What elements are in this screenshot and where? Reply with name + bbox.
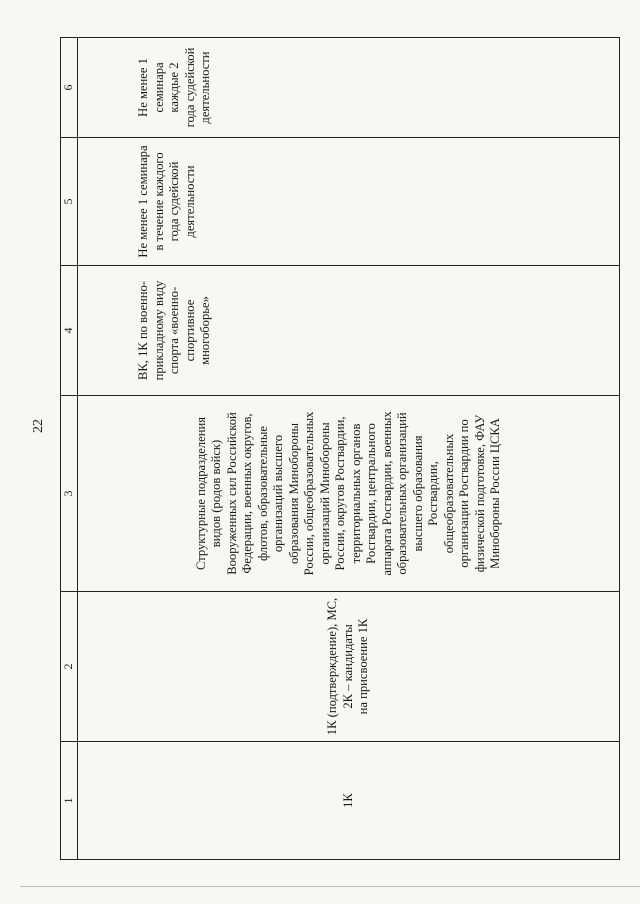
cell-sport-requirement-text: ВК, 1К по военно- прикладному виду спорта «военно- спортивное многоборье» (136, 280, 212, 381)
judges-seminar-table (60, 37, 620, 860)
cell-eligible-categories-text: 1К (подтверждение), МС, 2К – кандидаты на присвоение 1К (325, 597, 371, 736)
column-number-2: 2 (61, 592, 78, 742)
cell-eligible-categories (78, 592, 620, 742)
column-number-row (61, 38, 78, 860)
page-number: 22 (31, 419, 46, 433)
cell-category (78, 742, 620, 860)
column-number-4: 4 (61, 266, 78, 396)
cell-sport-requirement (78, 266, 620, 396)
rotated-table-container (60, 38, 620, 860)
table-row (78, 38, 620, 860)
cell-annual-seminars-text: Не менее 1 семинара в течение каждого года судейской деятельности (136, 145, 197, 258)
column-number-5: 5 (61, 138, 78, 266)
cell-biennial-seminars-text: Не менее 1 семинара каждые 2 года судейской деятельности (136, 47, 212, 128)
cell-biennial-seminars (78, 38, 620, 138)
scan-edge-line (20, 886, 640, 887)
column-number-1: 1 (61, 742, 78, 860)
cell-annual-seminars (78, 138, 620, 266)
column-number-3: 3 (61, 396, 78, 592)
cell-organizations-text: Структурные подразделения видов (родов войск) Вооруженных сил Российской Федерации, военных округов, флотов, образовательные организаций высшего образования Минобороны России, общеобразовательных организаций Минобороны России, округов Росгвардии, территориальных органов Росгвардии, центрального аппарата Росгвардии, военных образовательных организаций высшего образования Росгвардии, общеобразовательных организации Росгвардии по физической подготовке, ФАУ Минобороны России ЦСКА (193, 411, 502, 576)
cell-organizations (78, 396, 620, 592)
column-number-6: 6 (61, 38, 78, 138)
cell-category-text: 1К (340, 793, 355, 808)
